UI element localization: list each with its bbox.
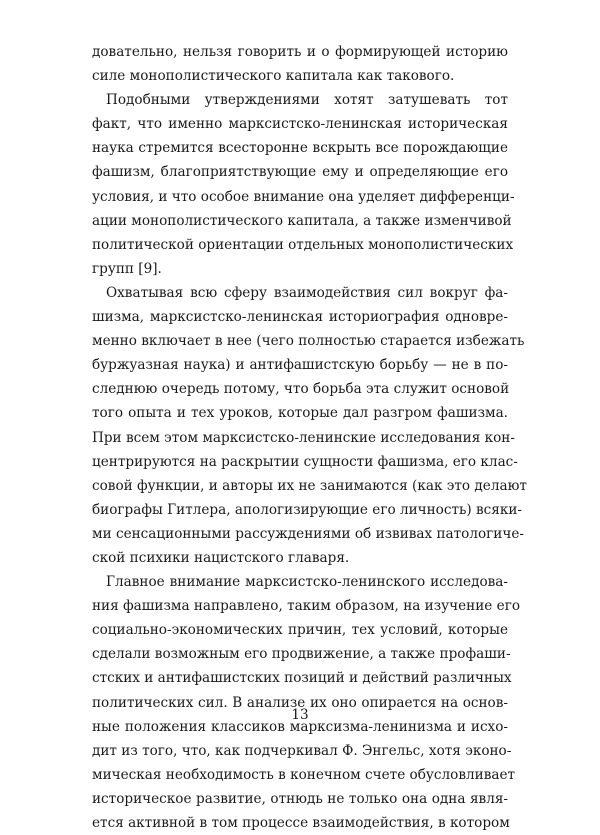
text-line: ется активной в том процессе взаимодействия, в котором: [92, 815, 510, 831]
text-line: мическая необходимость в конечном счете обусловливает: [92, 766, 516, 783]
text-line: Подобными утверждениями хотят затушевать тот: [106, 92, 508, 109]
paragraph-4: [92, 570, 521, 835]
text-line: фашизм, благоприятствующие ему и определяющие его: [92, 164, 508, 181]
page-number: 13: [291, 707, 309, 723]
text-line: шизма, марксистско-ленинская историография одновре-: [92, 309, 508, 326]
paragraph-1: [92, 40, 508, 88]
text-line: ные положения классиков марксизма-ленинизма и исхо-: [92, 718, 508, 735]
text-line: довательно, нельзя говорить и о формирующей историю: [92, 44, 508, 60]
text-line: групп [9].: [92, 260, 162, 277]
text-line: политических сил. В анализе их оно опирается на основ-: [92, 694, 508, 711]
paragraph-3: [92, 281, 527, 570]
text-line: силе монополистического капитала как такового.: [92, 68, 455, 85]
text-line: биографы Гитлера, апологизирующие его личность) всяки-: [92, 501, 523, 518]
text-line: политической ориентации отдельных монополистических: [92, 236, 514, 253]
text-line: историческое развитие, отнюдь не только она одна явля-: [92, 790, 508, 807]
text-line: ния фашизма направлено, таким образом, на изучение его: [92, 598, 521, 615]
paragraph-2: [92, 88, 515, 281]
text-line: следнюю очередь потому, что борьба эта служит основой: [92, 381, 510, 398]
text-line: стских и антифашистских позиций и действий различных: [92, 670, 512, 687]
text-line: совой функции, и авторы их не занимаются (как это делают: [92, 477, 527, 494]
text-line: наука стремится всесторонне вскрыть все порождающие: [92, 140, 508, 157]
text-line: центрируются на раскрытии сущности фашизма, его клас-: [92, 453, 518, 470]
text-line: условия, и что особое внимание она уделяет дифференци-: [92, 188, 515, 205]
text-line: дит из того, что, как подчеркивал Ф. Энгельс, хотя эконо-: [92, 742, 512, 759]
text-line: ации монополистического капитала, а также изменчивой: [92, 212, 512, 229]
text-line: ской психики нацистского главаря.: [92, 549, 350, 566]
text-line: буржуазная наука) и антифашистскую борьбу — не в по-: [92, 357, 508, 374]
text-line: Охватывая всю сферу взаимодействия сил вокруг фа-: [106, 284, 508, 301]
text-line: ми сенсационными рассуждениями об извивах патологиче-: [92, 525, 524, 542]
text-line: того опыта и тех уроков, которые дал разгром фашизма.: [92, 405, 508, 422]
text-line: менно включает в нее (чего полностью старается избежать: [92, 333, 525, 350]
text-line: социально-экономических причин, тех условий, которые: [92, 622, 508, 639]
text-line: Главное внимание марксистско-ленинского исследова-: [106, 574, 508, 591]
text-line: факт, что именно марксистско-ленинская историческая: [92, 116, 508, 133]
text-line: сделали возможным его продвижение, а также профаши-: [92, 646, 511, 663]
text-line: При всем этом марксистско-ленинские исследования кон-: [92, 429, 515, 446]
